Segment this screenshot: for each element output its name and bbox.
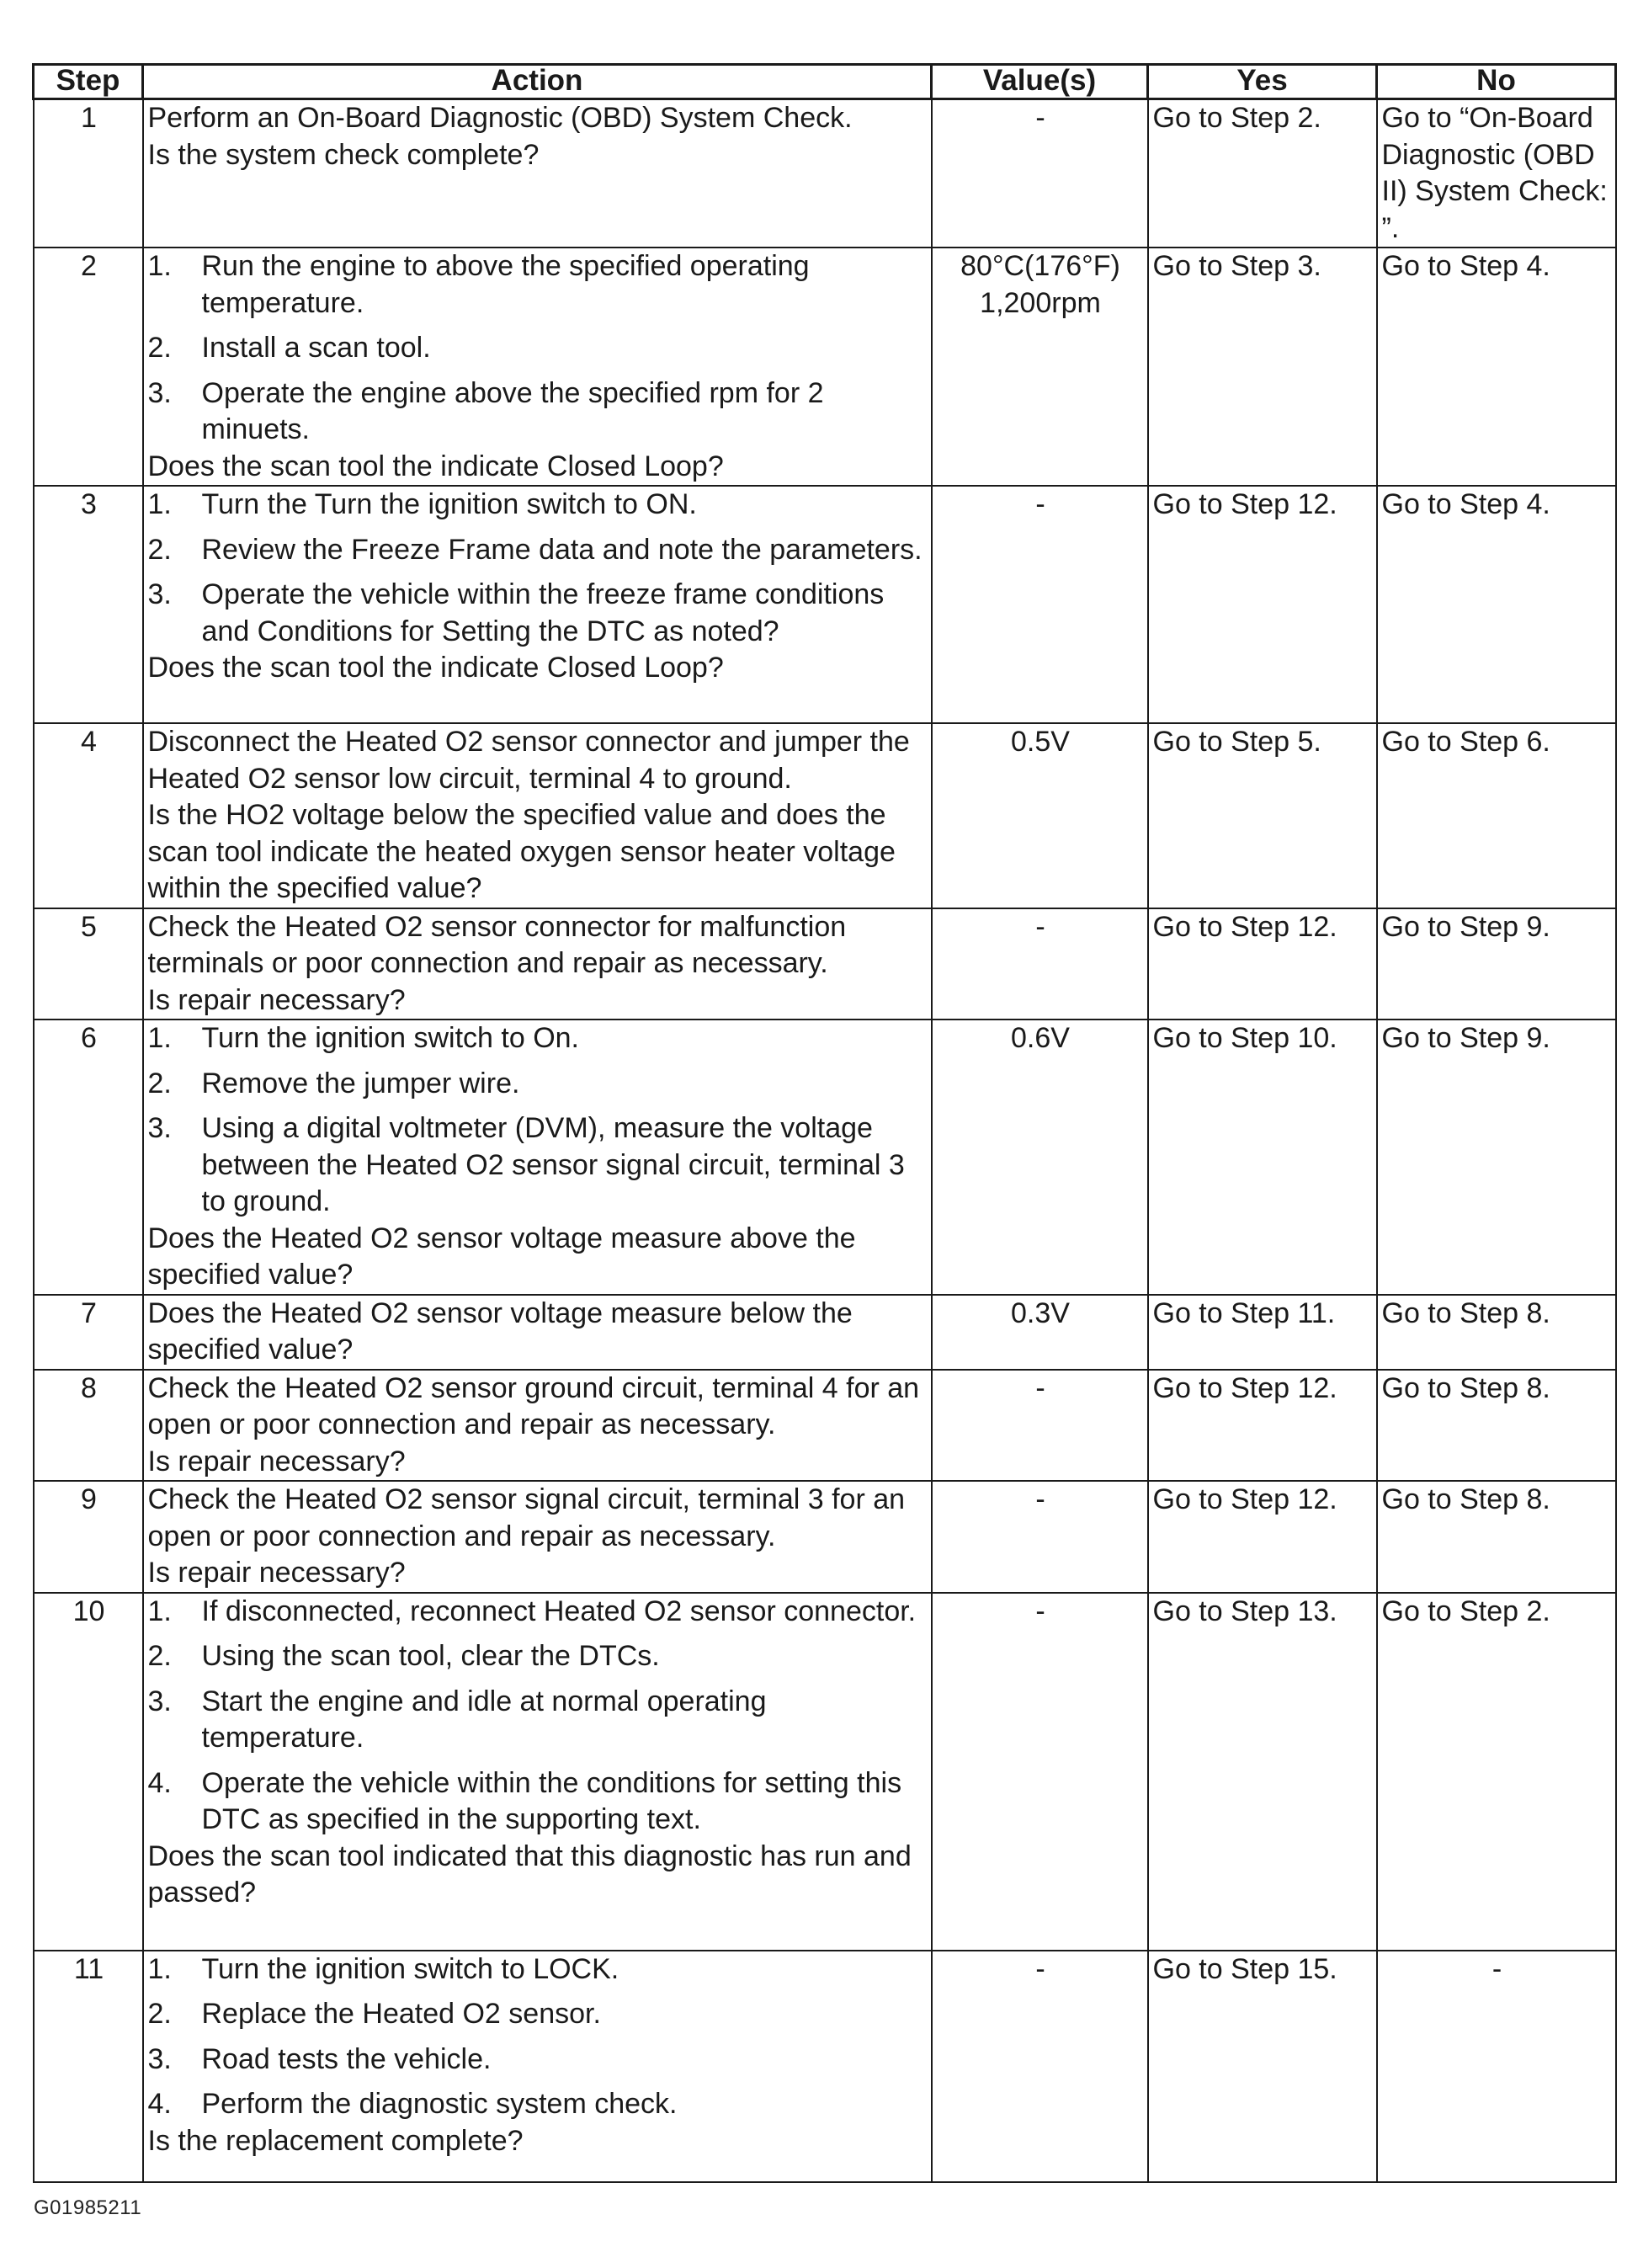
no-cell: Go to “On-Board Diagnostic (OBD II) System Check: ”. [1377,99,1616,248]
step-number: 2 [34,248,143,486]
action-question: Is repair necessary? [147,1445,406,1477]
step-number: 8 [34,1370,143,1482]
action-substeps [148,248,928,449]
substep-number: 3. [147,376,172,409]
step-number: 5 [34,908,143,1020]
substep-item [148,375,928,449]
substep-item [148,1066,928,1103]
substep-text: If disconnected, reconnect Heated O2 sensor connector. [201,1595,917,1627]
yes-cell: Go to Step 3. [1148,248,1377,486]
substep-text: Using a digital voltmeter (DVM), measure the voltage between the Heated O2 sensor signal circuit, terminal 3 to ground. [201,1112,905,1217]
yes-cell: Go to Step 15. [1148,1951,1377,2182]
header-yes: Yes [1148,65,1377,99]
table-row [34,486,1616,723]
value-cell: - [932,908,1148,1020]
substep-text: Operate the vehicle within the conditions for setting this DTC as specified in the supporting text. [201,1766,902,1835]
yes-cell: Go to Step 10. [1148,1020,1377,1295]
substep-number: 1. [147,488,172,520]
substep-number: 2. [147,1998,172,2030]
action-question: Does the scan tool the indicate Closed Loop? [147,450,724,482]
action-cell [143,908,932,1020]
no-cell: Go to Step 9. [1377,1020,1616,1295]
substep-text: Operate the vehicle within the freeze frame conditions and Conditions for Setting the DTC as noted? [201,578,885,647]
yes-cell: Go to Step 13. [1148,1593,1377,1951]
substep-number: 1. [147,1595,172,1627]
action-question: Does the Heated O2 sensor voltage measure below the specified value? [147,1296,853,1366]
action-question: Does the Heated O2 sensor voltage measure above the specified value? [147,1222,856,1291]
action-cell [143,1593,932,1951]
action-substeps [148,1020,928,1221]
value-cell: - [932,1370,1148,1482]
header-step: Step [34,65,143,99]
no-cell: Go to Step 4. [1377,486,1616,723]
substep-text: Using the scan tool, clear the DTCs. [201,1640,660,1672]
yes-cell: Go to Step 12. [1148,1370,1377,1482]
yes-cell: Go to Step 11. [1148,1295,1377,1370]
substep-item [148,1951,928,1988]
no-cell: Go to Step 2. [1377,1593,1616,1951]
header-values: Value(s) [932,65,1148,99]
substep-item [148,1765,928,1839]
table-body [34,99,1616,2182]
action-intro: Disconnect the Heated O2 sensor connector and jumper the Heated O2 sensor low circuit, terminal 4 to ground. [147,726,910,795]
substep-text: Turn the Turn the ignition switch to ON. [201,488,697,520]
substep-item [148,330,928,367]
table-row [34,248,1616,486]
yes-cell: Go to Step 12. [1148,908,1377,1020]
action-cell [143,723,932,908]
yes-cell: Go to Step 12. [1148,1481,1377,1593]
table-row [34,723,1616,908]
substep-item [148,2086,928,2123]
value-cell: 0.3V [932,1295,1148,1370]
action-question: Is the HO2 voltage below the specified value and does the scan tool indicate the heated oxygen sensor heater voltage within the specified value? [147,799,896,904]
table-row [34,908,1616,1020]
table-row [34,1020,1616,1295]
action-cell [143,1481,932,1593]
action-question: Is repair necessary? [147,983,406,1016]
action-substeps [148,1951,928,2123]
substep-text: Install a scan tool. [201,332,431,364]
action-intro: Check the Heated O2 sensor ground circuit, terminal 4 for an open or poor connection and repair as necessary. [147,1371,920,1440]
table-row [34,1593,1616,1951]
substep-item [148,1684,928,1757]
substep-text: Operate the engine above the specified rpm for 2 minuets. [201,376,824,445]
action-intro: Check the Heated O2 sensor connector for malfunction terminals or poor connection and repair as necessary. [147,910,847,979]
value-cell: - [932,1481,1148,1593]
action-question: Is the replacement complete? [147,2124,524,2157]
substep-item [148,1594,928,1631]
yes-cell: Go to Step 12. [1148,486,1377,723]
substep-number: 3. [147,1112,172,1144]
substep-number: 3. [147,1685,172,1717]
action-cell [143,1295,932,1370]
substep-text: Replace the Heated O2 sensor. [201,1998,601,2030]
substep-item [148,487,928,524]
substep-number: 2. [147,1067,172,1099]
substep-number: 2. [147,1640,172,1672]
no-cell: Go to Step 9. [1377,908,1616,1020]
yes-cell: Go to Step 2. [1148,99,1377,248]
substep-number: 2. [147,533,172,566]
value-cell: 80°C(176°F) 1,200rpm [932,248,1148,486]
substep-text: Review the Freeze Frame data and note the parameters. [201,533,923,566]
action-cell [143,248,932,486]
no-cell: Go to Step 8. [1377,1370,1616,1482]
no-cell: Go to Step 8. [1377,1295,1616,1370]
substep-number: 1. [147,250,172,282]
step-number: 6 [34,1020,143,1295]
table-row [34,1951,1616,2182]
substep-number: 4. [147,2088,172,2120]
value-cell: - [932,1951,1148,2182]
value-cell: - [932,99,1148,248]
value-cell: - [932,1593,1148,1951]
value-cell: 0.6V [932,1020,1148,1295]
no-cell: Go to Step 4. [1377,248,1616,486]
action-cell [143,1370,932,1482]
substep-item [148,577,928,650]
action-question: Does the scan tool the indicate Closed Loop? [147,652,724,684]
action-question: Is repair necessary? [147,1557,406,1589]
step-number: 10 [34,1593,143,1951]
diagnostic-table-container [32,63,1614,2183]
table-row [34,1370,1616,1482]
substep-text: Turn the ignition switch to LOCK. [201,1952,619,1985]
step-number: 4 [34,723,143,908]
no-cell: Go to Step 8. [1377,1481,1616,1593]
header-action: Action [143,65,932,99]
value-cell: 0.5V [932,723,1148,908]
substep-item [148,1638,928,1675]
substep-number: 3. [147,2042,172,2075]
substep-number: 1. [147,1952,172,1985]
action-question: Is the system check complete? [147,138,540,171]
action-intro: Perform an On-Board Diagnostic (OBD) System Check. [147,102,853,134]
substep-number: 1. [147,1022,172,1054]
value-cell: - [932,486,1148,723]
table-row [34,99,1616,248]
step-number: 7 [34,1295,143,1370]
no-cell: - [1377,1951,1616,2182]
substep-number: 2. [147,332,172,364]
step-number: 1 [34,99,143,248]
yes-cell: Go to Step 5. [1148,723,1377,908]
step-number: 9 [34,1481,143,1593]
table-header-row [34,65,1616,99]
action-cell [143,1020,932,1295]
step-number: 3 [34,486,143,723]
diagnostic-table [32,63,1617,2183]
substep-item [148,248,928,322]
substep-text: Start the engine and idle at normal operating temperature. [201,1685,767,1754]
action-question: Does the scan tool indicated that this diagnostic has run and passed? [147,1839,912,1909]
header-no: No [1377,65,1616,99]
table-row [34,1481,1616,1593]
action-intro: Check the Heated O2 sensor signal circuit, terminal 3 for an open or poor connection and repair as necessary. [147,1483,906,1552]
substep-item [148,2042,928,2079]
substep-text: Remove the jumper wire. [201,1067,520,1099]
step-number: 11 [34,1951,143,2182]
substep-item [148,1020,928,1057]
substep-item [148,1996,928,2033]
substep-number: 3. [147,578,172,610]
substep-text: Run the engine to above the specified operating temperature. [201,250,810,319]
substep-text: Road tests the vehicle. [201,2042,492,2075]
substep-text: Turn the ignition switch to On. [201,1022,580,1054]
action-substeps [148,1594,928,1839]
table-row [34,1295,1616,1370]
action-cell [143,1951,932,2182]
action-substeps [148,487,928,650]
substep-item [148,1110,928,1221]
no-cell: Go to Step 6. [1377,723,1616,908]
substep-item [148,532,928,569]
action-cell [143,99,932,248]
substep-text: Perform the diagnostic system check. [201,2088,678,2120]
action-cell [143,486,932,723]
substep-number: 4. [147,1766,172,1799]
figure-code: G01985211 [34,2196,142,2219]
